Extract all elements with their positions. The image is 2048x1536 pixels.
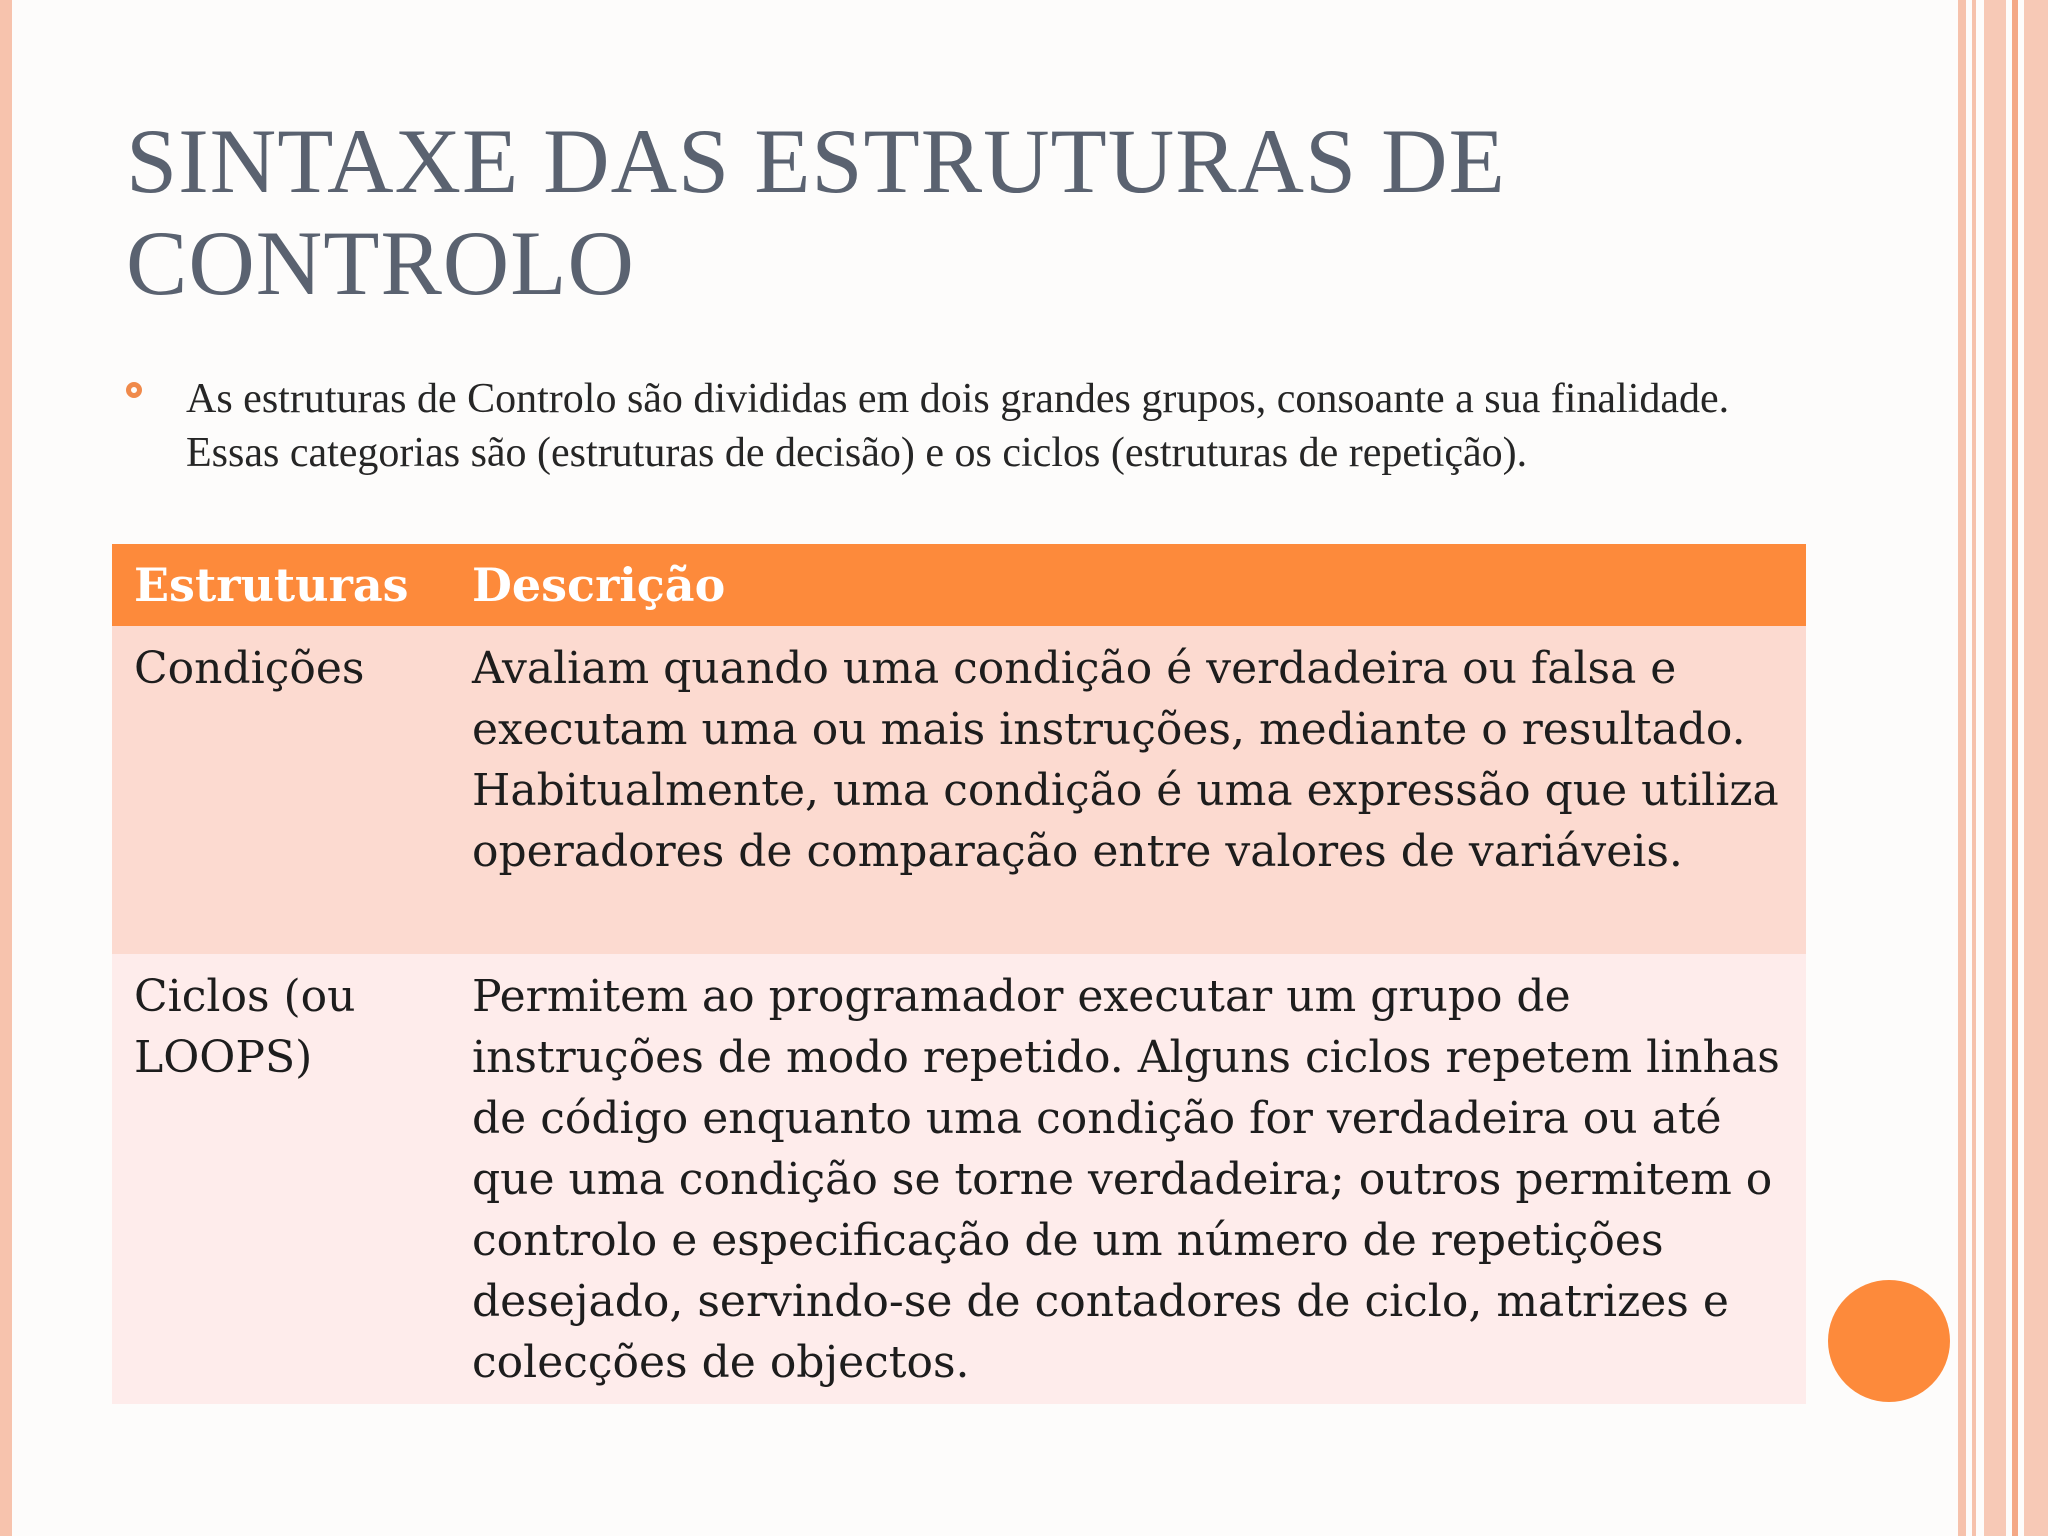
- structure-cell: Ciclos (ou LOOPS): [134, 971, 356, 1083]
- description-cell: Avaliam quando uma condição é verdadeira ou falsa e executam uma ou mais instruções, mediante o resultado. Habitualmente, uma condição é uma expressão que utiliza operadores de comparação entre valores de variáveis.: [472, 643, 1779, 877]
- ring-bullet-icon: [126, 382, 142, 398]
- slide-title: SINTAXE DAS ESTRUTURAS DE CONTROLO: [126, 110, 1506, 314]
- table-row: [112, 954, 1806, 1404]
- right-border-decoration: [2024, 0, 2048, 1536]
- right-border-decoration: [1984, 0, 2006, 1536]
- right-border-decoration: [1958, 0, 1966, 1536]
- structures-table: [112, 544, 1806, 1404]
- column-header-description: Descrição: [472, 558, 726, 612]
- table-header-row: [112, 544, 1806, 626]
- structure-cell: Condições: [134, 643, 365, 694]
- left-border-decoration: [0, 0, 12, 1536]
- table-row: [112, 626, 1806, 954]
- description-cell: Permitem ao programador executar um grupo de instruções de modo repetido. Alguns ciclos repetem linhas de código enquanto uma condição for verdadeira ou até que uma condição se torne verdadeira; outros permitem o controlo e especificação de um número de repetições desejado, servindo-se de contadores de ciclo, matrizes e colecções de objectos.: [472, 971, 1780, 1388]
- bullet-item: [126, 372, 1766, 480]
- right-border-decoration: [2012, 0, 2018, 1536]
- bullet-text: As estruturas de Controlo são divididas em dois grandes grupos, consoante a sua finalidade. Essas categorias são (estruturas de decisão) e os ciclos (estruturas de repetição).: [186, 376, 1730, 476]
- right-border-decoration: [1972, 0, 1976, 1536]
- column-header-structures: Estruturas: [134, 558, 409, 612]
- orange-circle-decoration: [1828, 1280, 1950, 1402]
